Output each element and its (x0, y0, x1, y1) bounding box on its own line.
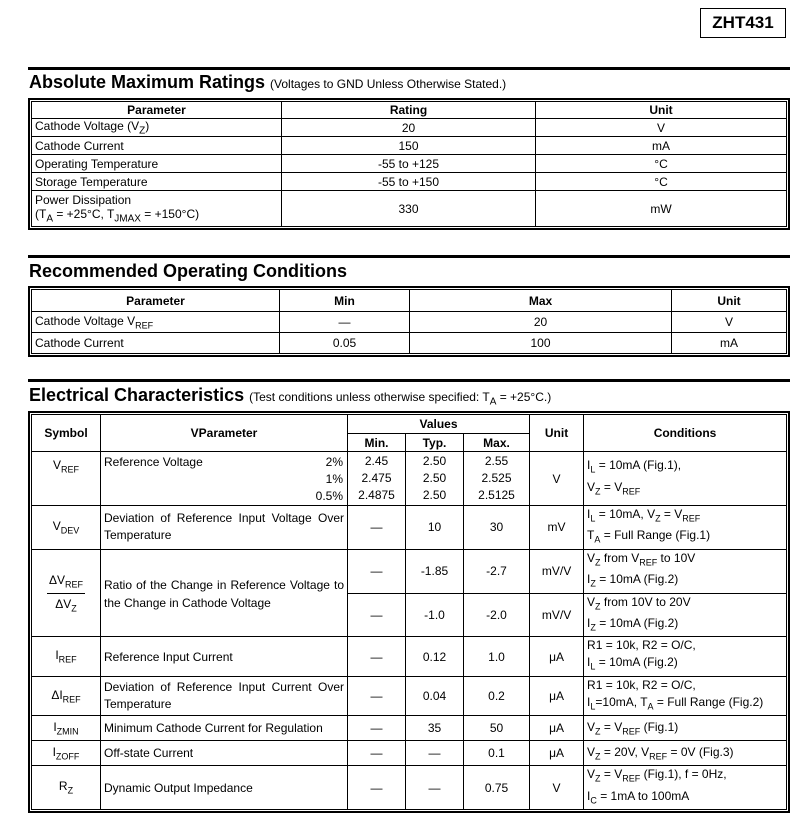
table-row: $R_Z$ Dynamic Output Impedance — — 0.75 V $V_Z = V_{REF}$ (Fig.1), f = 0Hz, $I_C = 1mA$ to 100mA (32, 766, 787, 810)
amr-note: (Voltages to GND Unless Otherwise Stated.) (270, 77, 507, 91)
table-row: Operating Temperature -55 to +125 °C (32, 155, 787, 173)
amr-header-rating: Rating (282, 102, 536, 119)
table-row: — -1.0 -2.0 mV/V $V_Z$ from 10V to 20V $I_Z = 10mA$ (Fig.2) (32, 593, 787, 637)
part-number: ZHT431 (700, 8, 786, 38)
ec-header-parameter: VParameter (101, 415, 348, 452)
ec-header-max: Max. (464, 434, 530, 452)
roc-header-max: Max (410, 290, 672, 312)
table-row: $I_{ZOFF}$ Off-state Current — — 0.1 μA $V_Z = 20V$, $V_{REF} = 0V$ (Fig.3) (32, 741, 787, 766)
table-row: $V_{DEV}$ Deviation of Reference Input Voltage Over Temperature — 10 30 mV $I_L = 10mA$, $V_Z = V_{REF}$ $T_A$ = Full Range (Fig.1) (32, 506, 787, 550)
section-rule (28, 379, 790, 382)
roc-header-unit: Unit (672, 290, 787, 312)
amr-header-parameter: Parameter (32, 102, 282, 119)
ec-note: (Test conditions unless otherwise specified: $T_A = +25^\circ C$.) (249, 390, 552, 408)
roc-header-min: Min (280, 290, 410, 312)
table-row: $V_{REF}$ Reference Voltage 2% 1% 0.5% 2.45 2.475 2.4875 2.50 2.50 2.50 2.55 2.525 2.5125 V $I_L = 10mA$ (Fig.1), $V_Z = V_{REF}$ (32, 452, 787, 506)
ec-header-unit: Unit (530, 415, 584, 452)
ec-header-conditions: Conditions (584, 415, 787, 452)
amr-table (28, 98, 790, 230)
table-row: Power Dissipation ($T_A = +25^\circ C$, $T_{JMAX} = +150^\circ C$) 330 mW (32, 191, 787, 227)
roc-table (28, 286, 790, 357)
table-row: $\frac{\Delta V_{REF}}{\Delta V_Z}$ Ratio of the Change in Reference Voltage to the Change in Cathode Voltage — -1.85 -2.7 mV/V $V_Z$ from $V_{REF}$ to 10V $I_Z = 10mA$ (Fig.2) (32, 549, 787, 593)
amr-header-unit: Unit (536, 102, 787, 119)
roc-title: Recommended Operating Conditions (29, 261, 348, 281)
section-rule (28, 255, 790, 258)
ec-header-values: Values (348, 415, 530, 434)
table-row: $\Delta I_{REF}$ Deviation of Reference Input Current Over Temperature — 0.04 0.2 μA R1 = 10k, R2 = O/C, $I_L=10mA$, $T_A$ = Full Range (Fig.2) (32, 676, 787, 715)
table-row: Cathode Voltage $V_{REF}$ — 20 V (32, 312, 787, 333)
table-row: Cathode Current 150 mA (32, 137, 787, 155)
ec-header-typ: Typ. (406, 434, 464, 452)
section-rule (28, 67, 790, 70)
amr-title: Absolute Maximum Ratings (Voltages to GND Unless Otherwise Stated.) (29, 72, 507, 92)
table-row: Cathode Voltage $(V_Z)$ 20 V (32, 119, 787, 137)
ec-table (28, 411, 790, 813)
table-row: $I_{ZMIN}$ Minimum Cathode Current for Regulation — 35 50 μA $V_Z = V_{REF}$ (Fig.1) (32, 716, 787, 741)
roc-header-parameter: Parameter (32, 290, 280, 312)
ec-header-symbol: Symbol (32, 415, 101, 452)
ratio-symbol: $\frac{\Delta V_{REF}}{\Delta V_Z}$ (48, 573, 84, 613)
ec-title: Electrical Characteristics (Test conditions unless otherwise specified: $T_A = +25^\circ C$.) (29, 385, 552, 408)
table-row: $I_{REF}$ Reference Input Current — 0.12 1.0 μA R1 = 10k, R2 = O/C, $I_L = 10mA$ (Fig.2) (32, 637, 787, 676)
ec-header-min: Min. (348, 434, 406, 452)
table-row: Cathode Current 0.05 100 mA (32, 333, 787, 354)
table-row: Storage Temperature -55 to +150 °C (32, 173, 787, 191)
